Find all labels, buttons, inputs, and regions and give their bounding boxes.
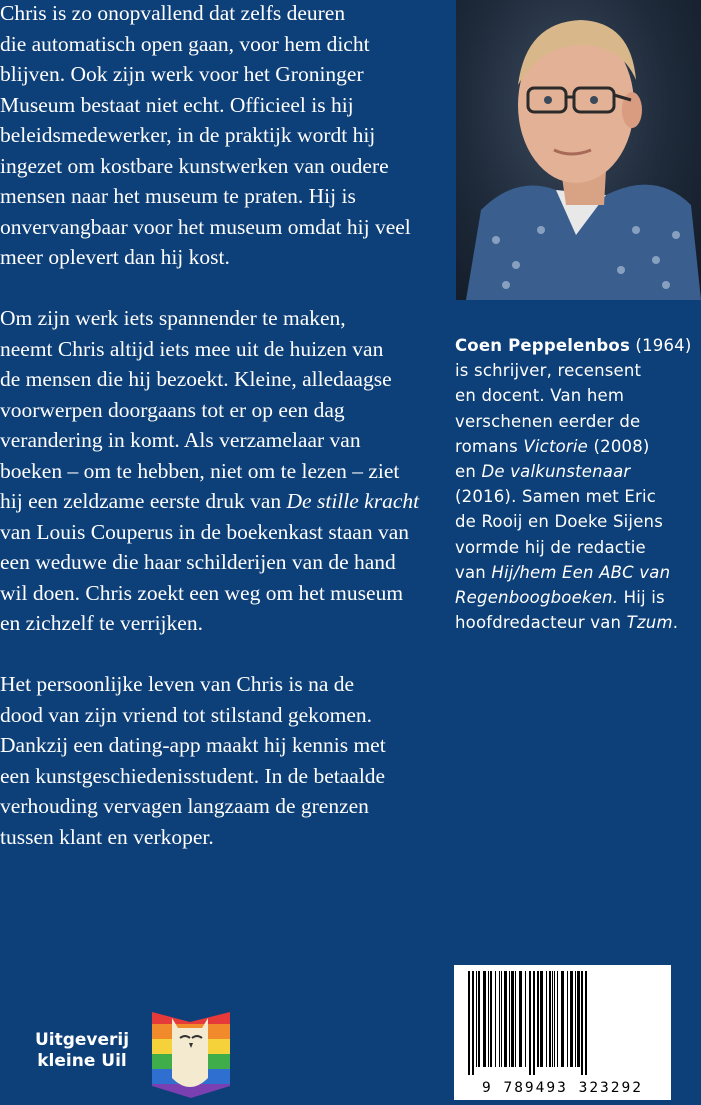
barcode-bar — [549, 971, 551, 1067]
blurb-line: dood van zijn vriend tot stilstand gekomen. — [0, 702, 373, 727]
barcode-bar — [546, 971, 547, 1067]
barcode-bar — [575, 971, 576, 1067]
barcode-bar — [476, 971, 477, 1067]
blurb-line: Chris is zo onopvallend dat zelfs deuren — [0, 1, 346, 25]
barcode-bar — [468, 971, 470, 1075]
blurb-line: de mensen die hij bezoekt. Kleine, alledaagse — [0, 367, 392, 391]
blurb-line: Museum bestaat niet echt. Officieel is hij — [0, 92, 354, 117]
bio-text: van — [455, 562, 492, 582]
publisher-line-2: kleine Uil — [37, 1051, 127, 1071]
bio-line — [455, 434, 701, 459]
anthology-title: Hij/hem Een ABC van — [491, 562, 671, 582]
blurb-line: mensen naar het museum te praten. Hij is — [0, 184, 356, 208]
barcode-bar — [495, 971, 496, 1067]
barcode-bar — [529, 971, 531, 1075]
barcode-bar — [483, 971, 486, 1067]
blurb-line: Het persoonlijke leven van Chris is na de — [0, 672, 355, 696]
blurb-paragraph-2 — [0, 303, 430, 639]
barcode-bar — [478, 971, 480, 1067]
blurb-line: Dankzij een dating-app maakt hij kennis met — [0, 733, 386, 757]
blurb-line: beleidsmedewerker, in de praktijk wordt hij — [0, 123, 376, 147]
barcode-bar — [533, 971, 535, 1075]
back-cover-blurb — [0, 0, 430, 852]
author-birth-year: (1964) — [629, 336, 692, 355]
bio-text: . — [672, 613, 679, 633]
blurb-paragraph-3 — [0, 669, 430, 852]
bio-line: vormde hij de redactie — [455, 537, 646, 557]
barcode-bar — [585, 971, 587, 1075]
barcode-bar — [552, 971, 553, 1067]
isbn-number: 9 789493 323292 — [482, 1080, 643, 1096]
barcode-bar — [499, 971, 500, 1067]
barcode-bar — [488, 971, 489, 1067]
barcode-bar — [472, 971, 474, 1075]
barcode-bar — [515, 971, 516, 1067]
barcode-bar — [537, 971, 539, 1067]
owl-rainbow-book-logo-icon — [150, 1008, 232, 1100]
bio-text: hoofdredacteur van — [455, 613, 627, 633]
blurb-line: een kunstgeschiedenisstudent. In de betaalde — [0, 763, 386, 788]
barcode-bar — [561, 971, 564, 1067]
blurb-line: verandering in komt. Als verzamelaar van — [0, 428, 361, 452]
bio-text: en — [455, 462, 482, 482]
publisher-name — [22, 1030, 142, 1072]
blurb-line: Om zijn werk iets spannender te maken, — [0, 306, 346, 330]
barcode-bar — [511, 971, 514, 1067]
bio-line — [455, 610, 701, 635]
blurb-line: van Louis Couperus in de boekenkast staan van — [0, 519, 410, 544]
bio-line: (2016). Samen met Eric — [455, 487, 657, 507]
blurb-line: voorwerpen doorgaans tot er op een dag — [0, 397, 345, 422]
barcode-bar — [504, 971, 507, 1067]
publisher-line-1: Uitgeverij — [34, 1030, 130, 1050]
barcode-bar — [509, 971, 510, 1067]
bio-line: de Rooij en Doeke Sijens — [455, 512, 664, 532]
author-portrait-icon — [456, 0, 701, 300]
blurb-line: ingezet om kostbare kunstwerken van oudere — [0, 153, 389, 178]
bio-line — [455, 585, 701, 610]
author-portrait-photo — [456, 0, 701, 300]
barcode-bar — [577, 971, 580, 1067]
blurb-line: wil doen. Chris zoekt een weg om het museum — [0, 580, 404, 605]
barcode-bar — [540, 971, 543, 1067]
barcode-bar — [554, 971, 555, 1067]
isbn-barcode — [454, 965, 671, 1100]
barcode-bar — [581, 971, 583, 1075]
bio-text: (2008) — [588, 436, 650, 456]
novel-title: Victorie — [523, 436, 589, 456]
barcode-bar — [490, 971, 492, 1067]
barcode-bar — [570, 971, 573, 1067]
blurb-line: onvervangbaar voor het museum omdat hij veel — [0, 214, 411, 239]
author-name: Coen Peppelenbos — [455, 336, 630, 355]
barcode-bars — [454, 965, 671, 1075]
novel-title: De valkunstenaar — [481, 462, 631, 482]
barcode-bar — [519, 971, 522, 1067]
magazine-title: Tzum — [626, 613, 673, 633]
anthology-title: Regenboogboeken. — [455, 588, 619, 608]
blurb-line: tussen klant en verkoper. — [0, 824, 214, 849]
bio-text: Hij is — [618, 588, 665, 608]
bio-line — [455, 333, 701, 358]
book-title-italic: De stille kracht — [286, 489, 420, 513]
author-bio — [455, 333, 701, 635]
blurb-line-text: hij een zeldzame eerste druk van — [0, 489, 287, 513]
blurb-line: neemt Chris altijd iets mee uit de huizen van — [0, 336, 384, 361]
barcode-bar — [525, 971, 526, 1067]
blurb-line: blijven. Ook zijn werk voor het Groninger — [0, 62, 364, 86]
publisher-logo — [150, 1008, 232, 1100]
blurb-line: een weduwe die haar schilderijen van de hand — [0, 550, 396, 574]
blurb-line: meer oplevert dan hij kost. — [0, 245, 230, 269]
barcode-bar — [557, 971, 558, 1067]
bio-line: verschenen eerder de — [455, 411, 641, 431]
blurb-line: boeken – om te hebben, niet om te lezen – ziet — [0, 458, 400, 483]
barcode-bar — [567, 971, 568, 1067]
blurb-line: en zichzelf te verrijken. — [0, 611, 203, 635]
bio-line: en docent. Van hem — [455, 386, 625, 406]
bio-line — [455, 560, 701, 585]
blurb-line — [0, 486, 430, 517]
blurb-paragraph-1 — [0, 0, 430, 273]
bio-line — [455, 459, 701, 484]
barcode-bar — [501, 971, 502, 1067]
blurb-line: die automatisch open gaan, voor hem dicht — [0, 31, 370, 56]
blurb-line: verhouding vervagen langzaam de grenzen — [0, 794, 369, 818]
bio-line: is schrijver, recensent — [455, 361, 642, 381]
bio-text: romans — [455, 436, 524, 456]
